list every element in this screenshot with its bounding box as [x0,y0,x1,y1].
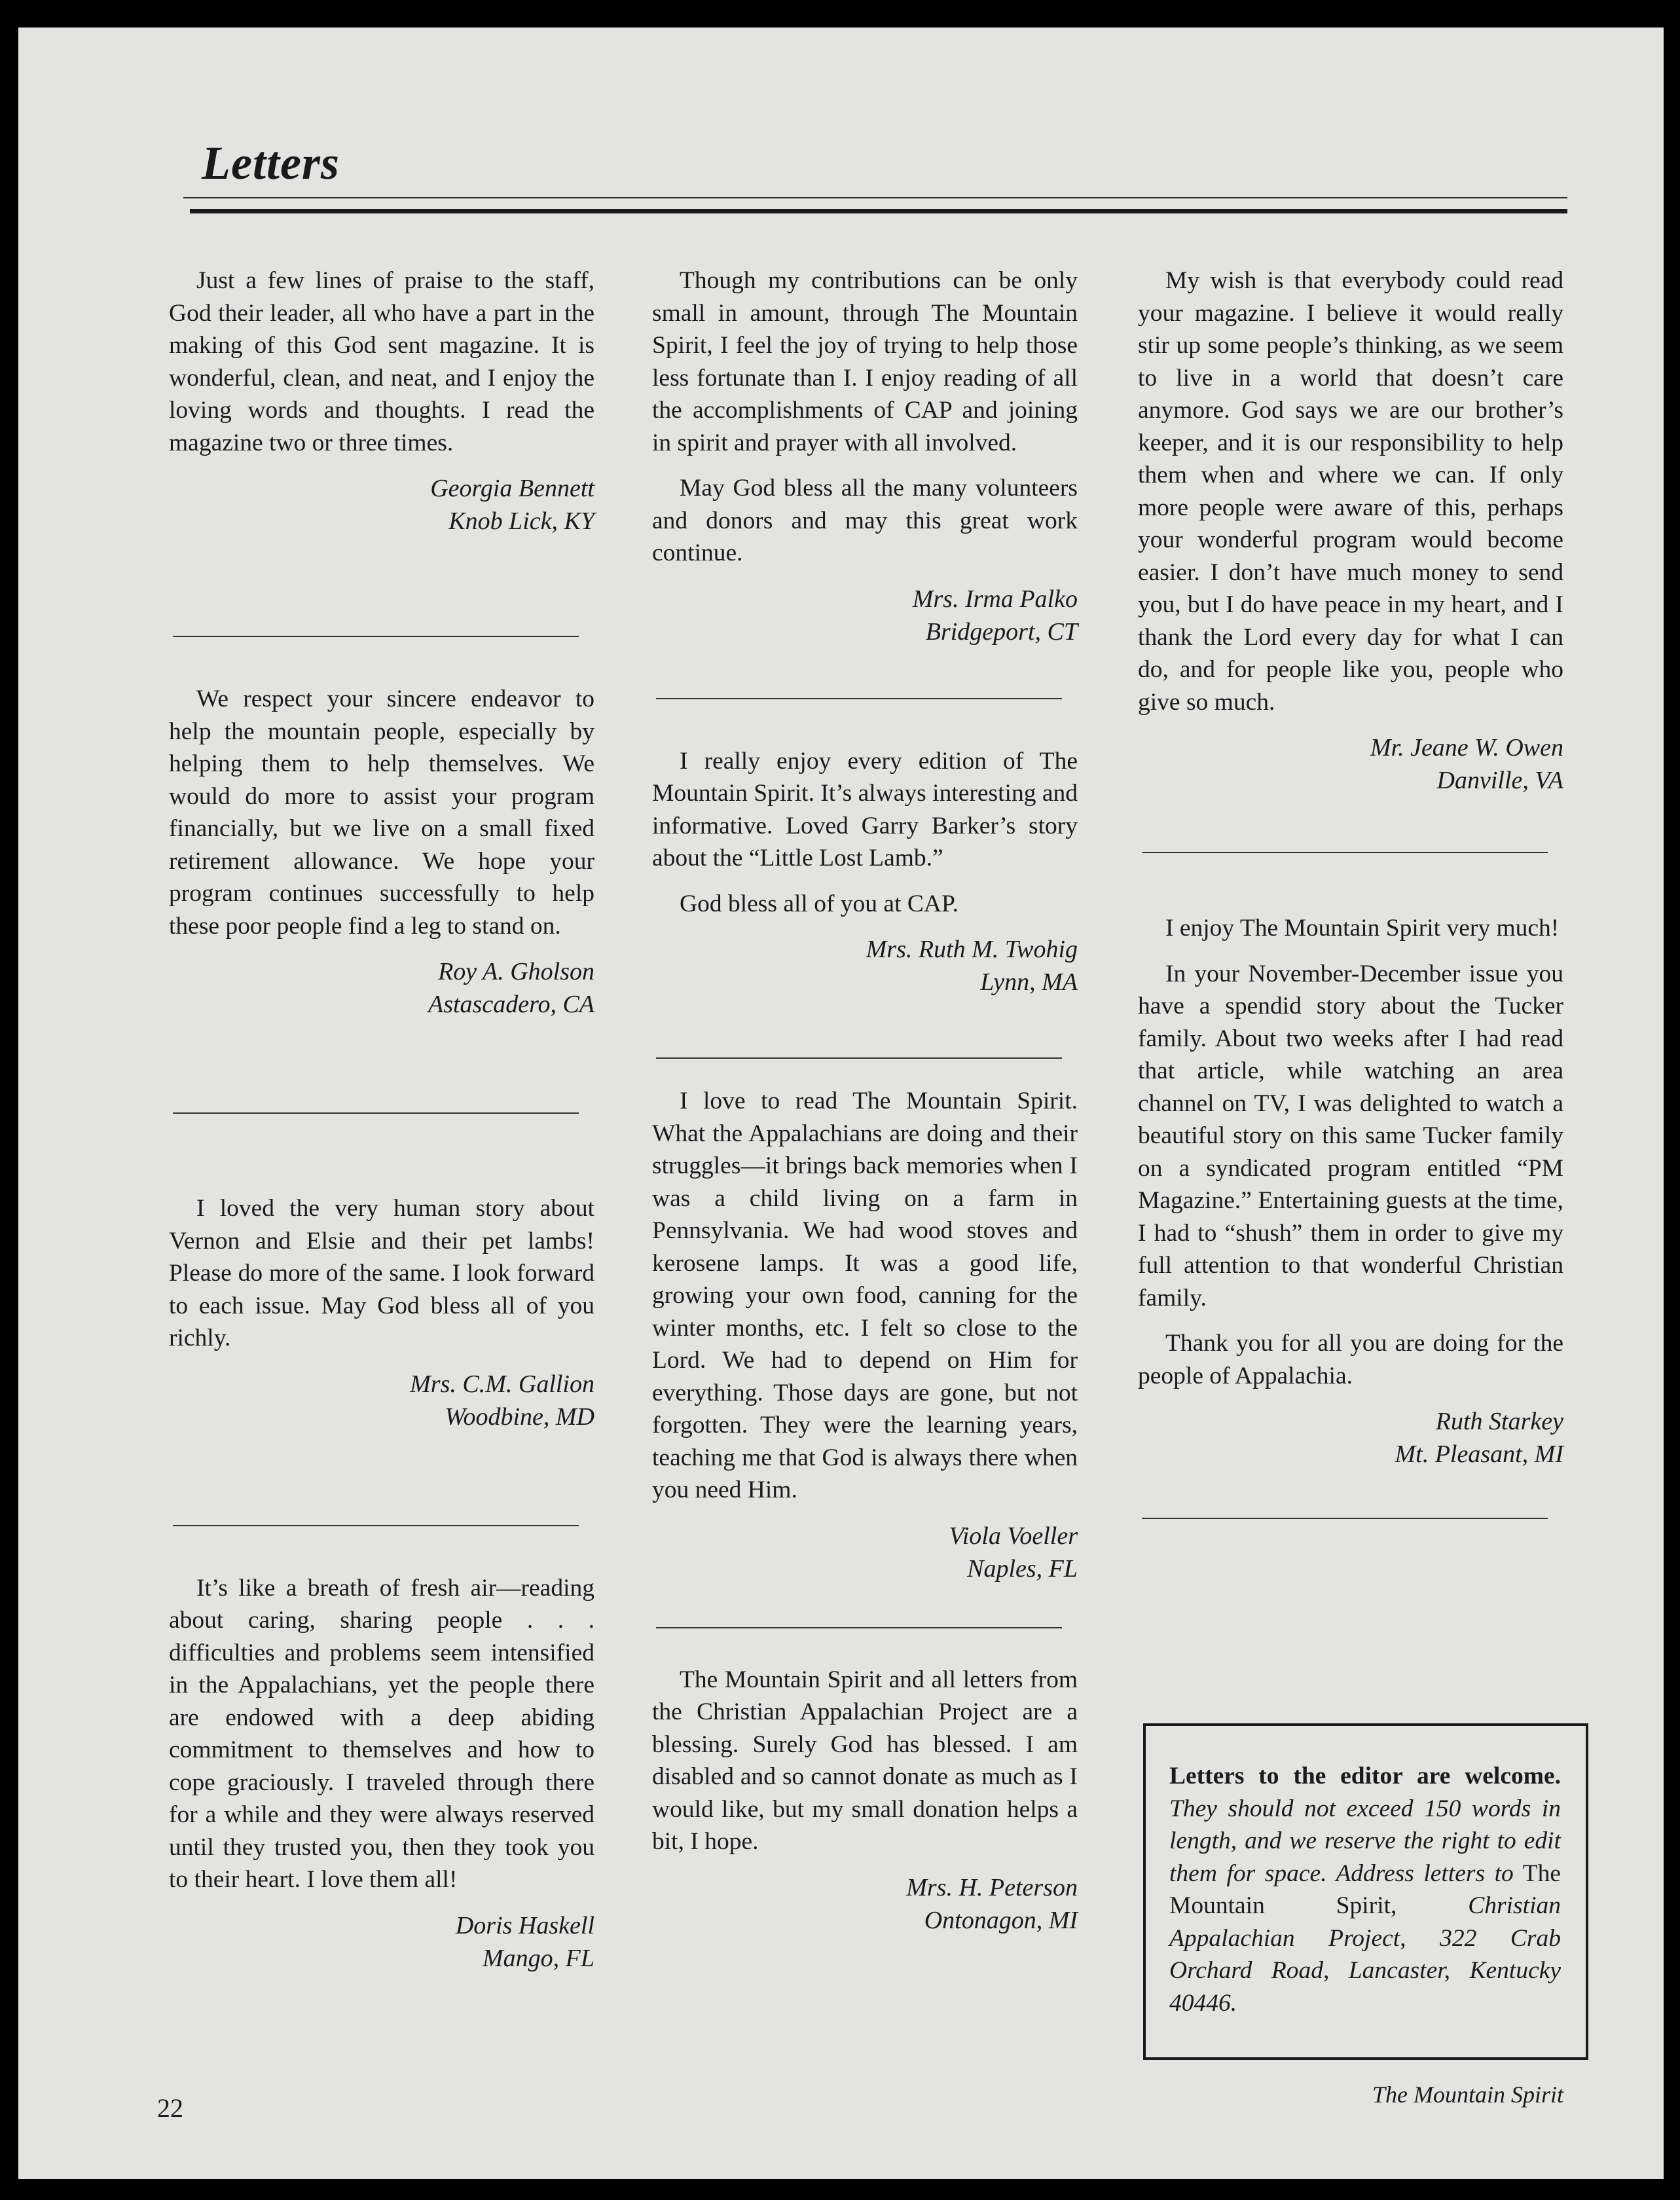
signature-name: Viola Voeller [949,1522,1078,1550]
letter-signature [652,933,1078,999]
letter [169,683,594,1021]
letter-signature [169,955,594,1021]
letter-divider [1142,1518,1548,1519]
letter-paragraph: Just a few lines of praise to the staff, God their leader, all who have a part in the making of this God sent magazine. It is wonderful, clean, and neat, and I enjoy the loving words and thoughts. I read the magazine two or three times. [169,267,594,456]
header-rule-thin [183,197,1567,198]
letter-divider [656,1057,1062,1059]
letter-divider [173,636,579,637]
signature-location: Mt. Pleasant, MI [1395,1440,1563,1468]
section-header [183,130,1567,218]
header-rule-thick [190,209,1567,213]
letter-divider [656,1627,1062,1628]
signature-name: Doris Haskell [455,1911,594,1939]
letter [1138,265,1563,797]
notice-address: Christian Appalachian Project, 322 Crab Orchard Road, Lancaster, Kentucky 40446. [1169,1892,1561,2017]
letter-paragraph: I really enjoy every edition of The Mountain Spirit. It’s always interesting and informative. Loved Garry Barker’s story about the “Little Lost Lamb.” [652,747,1078,871]
letter [652,265,1078,648]
letter-paragraph: My wish is that everybody could read your magazine. I believe it would really stir up some people’s thinking, as we seem to live in a world that doesn’t care anymore. God says we are our brother’s keeper, and it is our responsibility to help them when and where we can. If only more people were aware of this, perhaps your wonderful program would become easier. I don’t have much money to send you, but I do have peace in my heart, and I thank the Lord every day for what I can do, and for people like you, people who give so much. [1138,267,1563,716]
letter-paragraph: God bless all of you at CAP. [680,890,959,917]
letter-signature [1138,1405,1563,1471]
page-number: 22 [157,2093,183,2123]
notice-lead: Letters to the editor are welcome. [1169,1763,1561,1789]
letter-paragraph: The Mountain Spirit and all letters from the Christian Appalachian Project are a blessing. Surely God has blessed. I am disabled and so cannot donate as much as I would like, but my small donation helps a bit, I hope. [652,1666,1078,1855]
letter [652,1085,1078,1585]
signature-name: Roy A. Gholson [438,958,594,985]
signature-location: Danville, VA [1436,767,1563,794]
letter-paragraph: In your November-December issue you have a spendid story about the Tucker family. About two weeks after I had read that article, while watching an area channel on TV, I was delighted to watch a beautiful story on this same Tucker family on a syndicated program entitled “PM Magazine.” Entertaining guests at the time, I had to “shush” them in order to give my full attention to that wonderful Christian family. [1138,960,1563,1311]
signature-name: Ruth Starkey [1435,1408,1563,1435]
section-title: Letters [202,137,340,189]
letter-divider [173,1525,579,1526]
signature-location: Bridgeport, CT [925,617,1078,646]
letter [169,265,594,538]
notice-magazine-name: The Mountain Spirit, [1169,1860,1561,1919]
letter-signature [169,472,594,538]
letter-signature [652,1520,1078,1585]
letter-paragraph: We respect your sincere endeavor to help the mountain people, especially by helping them to help themselves. We would do more to assist your program financially, but we live on a small fixed retirement allowance. We hope your program continues successfully to help these poor people find a leg to stand on. [169,686,594,940]
letter [652,745,1078,999]
signature-name: Mrs. Ruth M. Twohig [866,936,1078,963]
signature-location: Mango, FL [483,1944,594,1972]
letter-signature [652,583,1078,648]
letter-signature [169,1368,594,1433]
signature-name: Mrs. H. Peterson [906,1873,1078,1901]
letter-divider [173,1112,579,1114]
letter-paragraph: I enjoy The Mountain Spirit very much! [1165,915,1560,942]
letter-paragraph: Though my contributions can be only small in amount, through The Mountain Spirit, I feel the joy of trying to help those less fortunate than I. I enjoy reading of all the accomplishments of CAP and joining in spirit and prayer with all involved. [652,267,1078,456]
letter-paragraph: May God bless all the many volunteers and donors and may this great work continue. [652,475,1078,566]
signature-location: Knob Lick, KY [448,507,594,535]
signature-location: Astascadero, CA [428,991,594,1018]
letter-paragraph: I love to read The Mountain Spirit. What the Appalachians are doing and their struggles—it brings back memories when I was a child living on a farm in Pennsylvania. We had wood stoves and kerosene lamps. It was a good life, growing your own food, canning for the winter months, etc. I felt so close to the Lord. We had to depend on Him for everything. Those days are gone, but not forgotten. They were the learning years, teaching me that God is always there when you need Him. [652,1088,1078,1503]
signature-name: Mrs. Irma Palko [912,585,1078,613]
letter-signature [652,1871,1078,1937]
signature-location: Lynn, MA [980,968,1078,996]
letter-paragraph: Thank you for all you are doing for the people of Appalachia. [1138,1330,1563,1389]
signature-location: Ontonagon, MI [924,1906,1078,1934]
notice-body: They should not exceed 150 words in length, and we reserve the right to edit them for space. Address letters to [1169,1795,1561,1887]
signature-location: Naples, FL [967,1554,1078,1583]
letter [1138,912,1563,1471]
letter [169,1192,594,1433]
signature-name: Mrs. C.M. Gallion [410,1370,594,1398]
letter-signature [1138,731,1563,797]
letter-signature [169,1909,594,1975]
signature-name: Georgia Bennett [430,475,594,502]
letter-divider [656,698,1062,699]
letter [169,1572,594,1975]
column-2 [652,265,1078,1937]
letter-paragraph: It’s like a breath of fresh air—reading about caring, sharing people . . . difficulties and problems seem intensified in the Appalachians, yet the people there are endowed with a deep abiding commitment to themselves and how to cope graciously. I traveled through there for a while and they were always reserved until they trusted you, then they took you to their heart. I love them all! [169,1574,594,1893]
column-3 [1138,265,1563,1519]
signature-location: Woodbine, MD [445,1402,594,1431]
column-1 [169,265,594,1975]
letter-divider [1142,852,1548,853]
footer-publication-title: The Mountain Spirit [1372,2081,1564,2108]
letter [652,1664,1078,1937]
editor-notice-box [1143,1723,1588,2060]
letter-paragraph: I loved the very human story about Vernon and Elsie and their pet lambs! Please do more of the same. I look forward to each issue. May God bless all of you richly. [169,1195,594,1351]
signature-name: Mr. Jeane W. Owen [1370,734,1563,761]
